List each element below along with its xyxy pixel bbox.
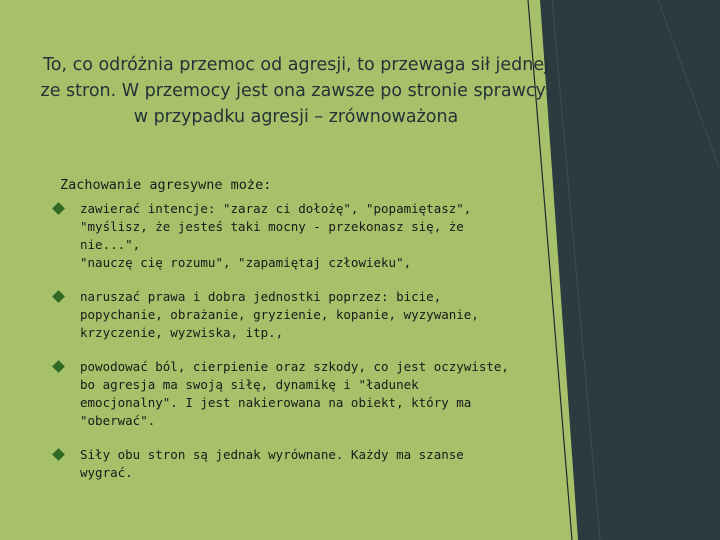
list-item	[52, 288, 522, 342]
list-item-text: powodować ból, cierpienie oraz szkody, co jest oczywiste, bo agresja ma swoją siłę, dynamikę i "ładunek emocjonalny". I jest nakierowana na obiekt, który ma "oberwać".	[80, 359, 509, 428]
diamond-bullet-icon	[52, 202, 65, 215]
list-item	[52, 200, 522, 272]
diamond-bullet-icon	[52, 448, 65, 461]
list-item-text: zawierać intencje: "zaraz ci dołożę", "popamiętasz", "myślisz, że jesteś taki mocny - przekonasz się, że nie...", "nauczę cię rozumu", "zapamiętaj człowieku",	[80, 201, 472, 270]
list-item-text: Siły obu stron są jednak wyrównane. Każdy ma szanse wygrać.	[80, 447, 464, 480]
list-item	[52, 446, 522, 482]
list-item	[52, 358, 522, 430]
list-item-text: naruszać prawa i dobra jednostki poprzez: bicie, popychanie, obrażanie, gryzienie, kopanie, wyzywanie, krzyczenie, wyzwiska, itp.,	[80, 289, 479, 340]
decorative-line	[552, 0, 600, 540]
decorative-line	[658, 0, 720, 170]
diamond-bullet-icon	[52, 290, 65, 303]
diamond-bullet-icon	[52, 360, 65, 373]
slide-title: To, co odróżnia przemoc od agresji, to przewaga sił jednej ze stron. W przemocy jest ona zawsze po stronie sprawcy, w przypadku agresji – zrównoważona	[40, 55, 552, 127]
lead-text: Zachowanie agresywne może:	[60, 177, 272, 193]
bullet-list	[52, 200, 522, 498]
